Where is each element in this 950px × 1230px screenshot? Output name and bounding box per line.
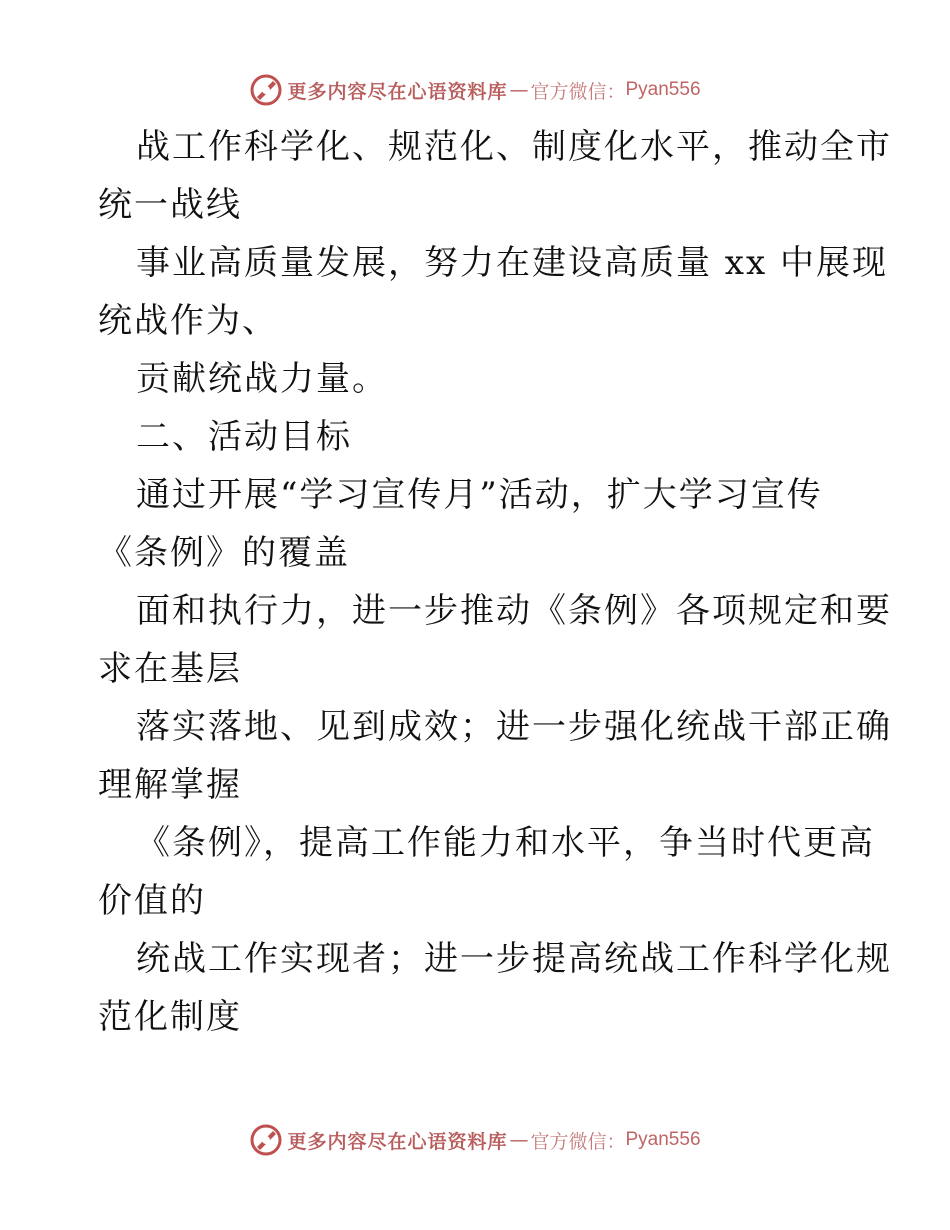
paragraph-line: 通过开展“学习宣传月”活动，扩大学习宣传	[136, 475, 823, 515]
document-body	[98, 118, 892, 1046]
brand-logo-icon	[249, 1123, 283, 1157]
paragraph-line-continued: 统一战线	[98, 185, 242, 225]
section-heading-text: 二、活动目标	[136, 417, 352, 457]
paragraph-line-continued: 统战作为、	[98, 301, 278, 341]
paragraph	[98, 118, 892, 234]
paragraph	[98, 698, 892, 814]
paragraph-line: 贡献统战力量。	[136, 359, 388, 399]
brand-text: 更多内容尽在心语资料库	[287, 1130, 508, 1153]
wechat-label: 官方微信：	[530, 1130, 626, 1153]
paragraph-line: 《条例》，提高工作能力和水平，争当时代更高	[136, 823, 875, 863]
wechat-id: Pyan556	[625, 79, 701, 100]
paragraph	[98, 930, 892, 1046]
paragraph-line-continued: 求在基层	[98, 649, 242, 689]
paragraph-line: 落实落地、见到成效；进一步强化统战干部正确	[136, 707, 892, 747]
brand-logo-icon	[249, 73, 283, 107]
paragraph-line-continued: 《条例》的覆盖	[98, 533, 350, 573]
paragraph-line-continued: 价值的	[98, 881, 206, 921]
banner-dash: —	[509, 79, 529, 101]
paragraph-line: 战工作科学化、规范化、制度化水平，推动全市	[136, 127, 892, 167]
section-heading	[98, 408, 858, 466]
paragraph-line-continued: 理解掌握	[98, 765, 242, 805]
brand-text: 更多内容尽在心语资料库	[287, 80, 508, 103]
paragraph-line: 事业高质量发展，努力在建设高质量 xx 中展现	[136, 243, 888, 283]
footer-banner	[0, 1120, 950, 1160]
banner-dash: —	[509, 1129, 529, 1151]
paragraph-line-continued: 范化制度	[98, 997, 242, 1037]
paragraph	[98, 814, 875, 930]
paragraph-line: 统战工作实现者；进一步提高统战工作科学化规	[136, 939, 892, 979]
paragraph-line: 面和执行力，进一步推动《条例》各项规定和要	[136, 591, 892, 631]
paragraph	[98, 582, 892, 698]
header-banner	[0, 70, 950, 110]
wechat-label: 官方微信：	[530, 80, 626, 103]
paragraph	[98, 234, 888, 350]
paragraph	[98, 350, 858, 408]
wechat-id: Pyan556	[625, 1129, 701, 1150]
paragraph	[98, 466, 858, 582]
